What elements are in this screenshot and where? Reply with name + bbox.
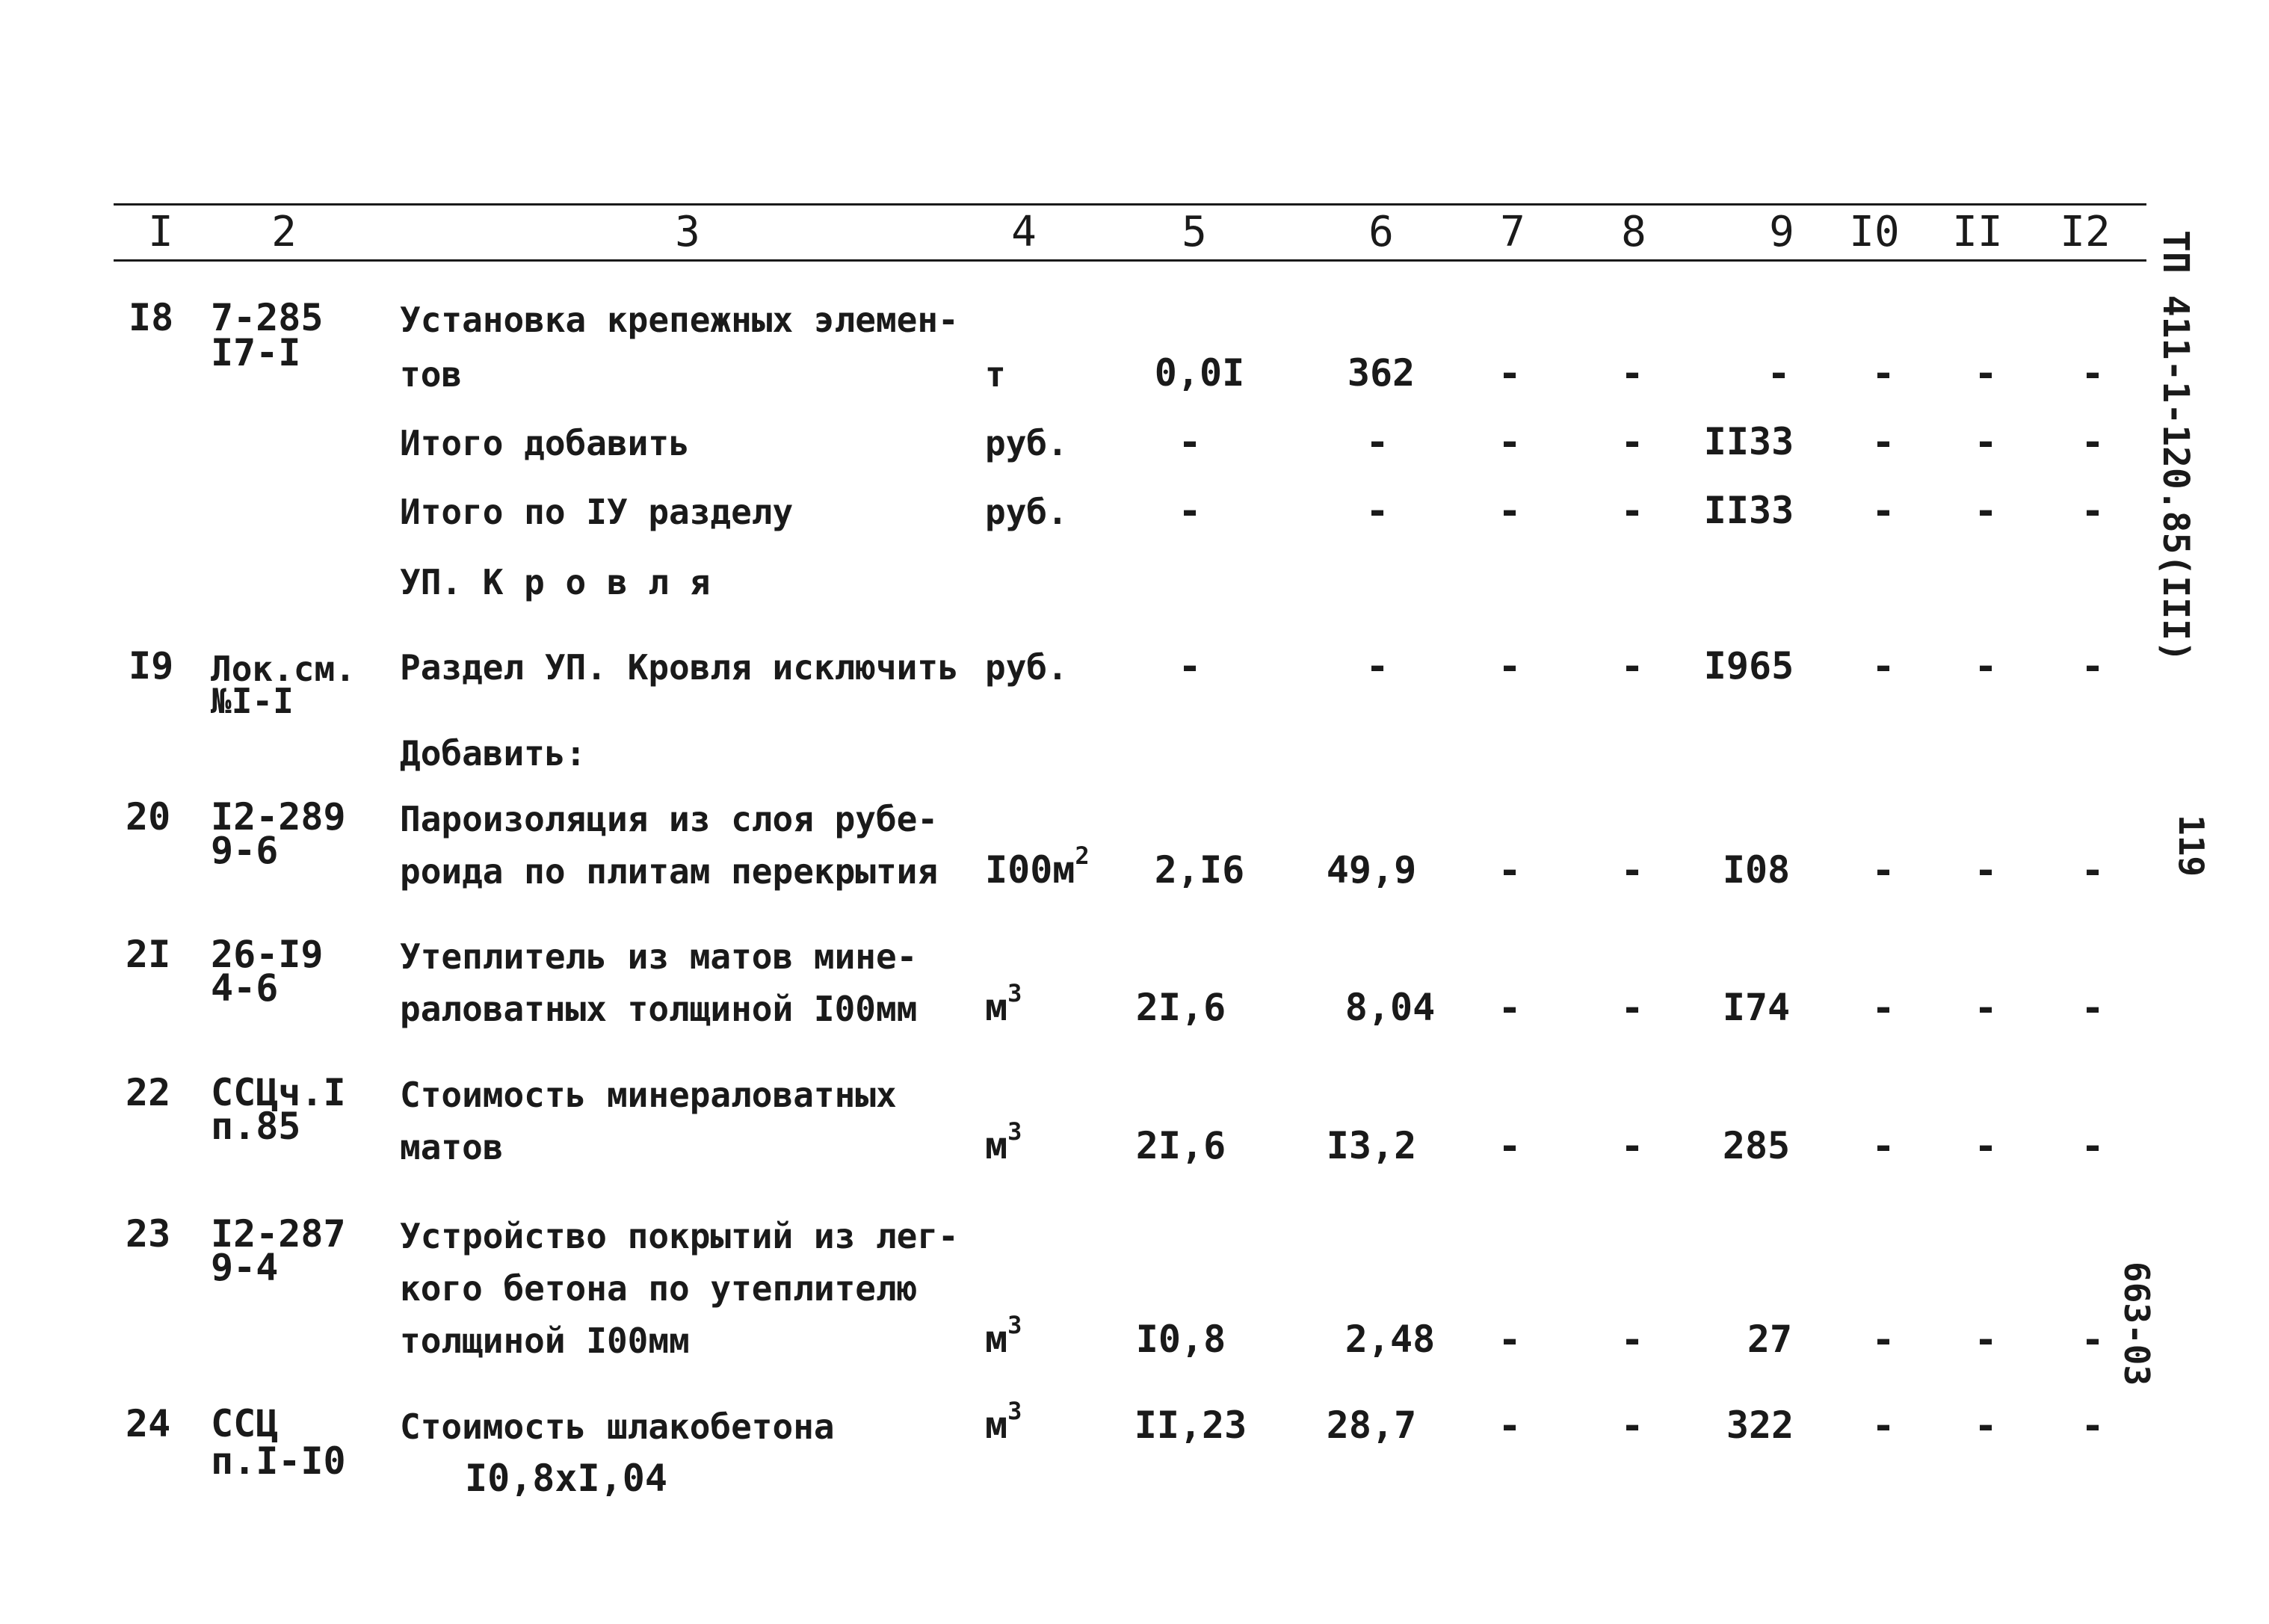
row-num: 20	[126, 795, 171, 839]
row-c11: -	[1974, 1124, 1998, 1169]
row-c9: -	[1767, 351, 1791, 396]
row-c12: -	[2081, 1404, 2105, 1448]
row-c10: -	[1871, 644, 1895, 689]
col-header-10: I0	[1849, 208, 1900, 256]
row-c11: -	[1974, 420, 1998, 465]
row-c8: -	[1620, 351, 1644, 396]
row-code: 4-6	[211, 966, 279, 1010]
row-desc: Раздел УП. Кровля исключить	[400, 647, 959, 688]
subsection-label: Добавить:	[400, 733, 587, 774]
row-unit: руб.	[985, 492, 1068, 532]
row-desc: матов	[400, 1127, 504, 1167]
row-c12: -	[2081, 848, 2105, 893]
row-c12: -	[2081, 489, 2105, 534]
row-desc: Установка крепежных элемен-	[400, 300, 959, 340]
row-c7: -	[1498, 420, 1522, 465]
row-c8: -	[1620, 848, 1644, 893]
row-c6: -	[1365, 644, 1389, 689]
col-header-8: 8	[1621, 208, 1646, 256]
archive-code: 663-03	[2117, 1262, 2157, 1386]
row-desc: Пароизоляция из слоя рубе-	[400, 799, 939, 839]
row-c8: -	[1620, 1124, 1644, 1169]
row-c8: -	[1620, 1404, 1644, 1448]
col-header-4: 4	[1011, 208, 1037, 256]
row-c6: 28,7	[1326, 1404, 1417, 1447]
row-c8: -	[1620, 420, 1644, 465]
row-code: I7-I	[211, 331, 301, 374]
row-c12: -	[2081, 986, 2105, 1031]
row-c7: -	[1498, 351, 1522, 396]
header-bottom-rule	[114, 259, 2146, 262]
row-c6: -	[1365, 489, 1389, 534]
row-c9: I74	[1722, 986, 1791, 1029]
row-c9: II33	[1703, 489, 1794, 532]
col-header-5: 5	[1182, 208, 1207, 256]
col-header-9: 9	[1769, 208, 1794, 256]
doc-code-margin: ТП 411-1-120.85(III)	[2155, 230, 2197, 662]
row-unit: т	[985, 354, 1006, 395]
col-header-3: 3	[675, 208, 700, 256]
row-c11: -	[1974, 986, 1998, 1031]
row-desc: Устройство покрытий из лег-	[400, 1216, 959, 1256]
col-header-2: 2	[271, 208, 297, 256]
row-c5: II,23	[1134, 1404, 1247, 1447]
row-num: 24	[126, 1402, 171, 1445]
row-c7: -	[1498, 644, 1522, 689]
row-code: 7-285	[211, 296, 324, 339]
row-c9: II33	[1703, 420, 1794, 463]
row-c8: -	[1620, 1318, 1644, 1362]
row-c6: 362	[1347, 351, 1416, 395]
row-c7: -	[1498, 1124, 1522, 1169]
row-c5: I0,8	[1135, 1318, 1226, 1361]
row-c9: 27	[1747, 1318, 1793, 1361]
row-c12: -	[2081, 420, 2105, 465]
row-c10: -	[1871, 351, 1895, 396]
col-header-6: 6	[1368, 208, 1394, 256]
row-c6: 8,04	[1345, 986, 1436, 1029]
row-c11: -	[1974, 351, 1998, 396]
row-code: п.85	[211, 1105, 301, 1148]
row-c5: 2I,6	[1135, 986, 1226, 1029]
row-code: 9-4	[211, 1246, 279, 1289]
row-c5: 2I,6	[1135, 1124, 1226, 1167]
row-c5: 2,I6	[1154, 848, 1245, 892]
row-num: 2I	[126, 933, 171, 976]
row-c7: -	[1498, 489, 1522, 534]
row-desc: Утеплитель из матов мине-	[400, 936, 918, 977]
row-c11: -	[1974, 848, 1998, 893]
row-c9: 322	[1726, 1404, 1794, 1447]
row-c5: -	[1178, 644, 1202, 689]
col-header-11: II	[1952, 208, 2003, 256]
row-num: I8	[129, 296, 174, 339]
row-c7: -	[1498, 1404, 1522, 1448]
row-c5: 0,0I	[1154, 351, 1245, 395]
row-c10: -	[1871, 489, 1895, 534]
row-c8: -	[1620, 489, 1644, 534]
row-c10: -	[1871, 986, 1895, 1031]
row-code: I2-287	[211, 1212, 346, 1256]
page-number: 119	[2171, 815, 2211, 877]
row-code: Лок.см.	[211, 649, 356, 689]
row-c5: -	[1178, 420, 1202, 465]
col-header-1: I	[148, 208, 173, 256]
row-num: 23	[126, 1212, 171, 1256]
row-desc: роида по плитам перекрытия	[400, 851, 939, 892]
row-c10: -	[1871, 1318, 1895, 1362]
row-c10: -	[1871, 1124, 1895, 1169]
row-c11: -	[1974, 489, 1998, 534]
row-unit: руб.	[985, 647, 1068, 688]
row-desc: толщиной I00мм	[400, 1321, 690, 1361]
row-desc: раловатных толщиной I00мм	[400, 989, 918, 1029]
row-code: п.I-I0	[211, 1439, 346, 1483]
row-desc: Стоимость минераловатных	[400, 1075, 897, 1115]
row-unit: $м^3$	[985, 1117, 1022, 1167]
row-desc: кого бетона по утеплителю	[400, 1268, 918, 1309]
row-c7: -	[1498, 986, 1522, 1031]
row-c11: -	[1974, 1404, 1998, 1448]
row-c9: 285	[1722, 1124, 1791, 1167]
row-num: I9	[129, 644, 174, 688]
col-header-12: I2	[2060, 208, 2111, 256]
row-c6: I3,2	[1326, 1124, 1417, 1167]
row-code: 9-6	[211, 829, 279, 872]
section-title: УП. К р о в л я	[400, 562, 711, 602]
row-c12: -	[2081, 1124, 2105, 1169]
row-c9: I08	[1722, 848, 1791, 892]
col-header-7: 7	[1500, 208, 1525, 256]
row-c12: -	[2081, 644, 2105, 689]
row-desc: Стоимость шлакобетона	[400, 1407, 835, 1447]
row-c7: -	[1498, 848, 1522, 893]
row-c9: I965	[1703, 644, 1794, 688]
row-desc: тов	[400, 354, 463, 395]
row-unit: $м^3$	[985, 1311, 1022, 1361]
row-c7: -	[1498, 1318, 1522, 1362]
row-code: №I-I	[211, 681, 294, 721]
row-c11: -	[1974, 644, 1998, 689]
row-desc: I0,8хI,04	[465, 1457, 667, 1500]
row-unit: $м^3$	[985, 979, 1022, 1029]
row-c10: -	[1871, 848, 1895, 893]
row-c10: -	[1871, 1404, 1895, 1448]
table-top-rule	[114, 203, 2146, 206]
row-c10: -	[1871, 420, 1895, 465]
row-c5: -	[1178, 489, 1202, 534]
row-c12: -	[2081, 1318, 2105, 1362]
row-c12: -	[2081, 351, 2105, 396]
row-unit: $I00м^2$	[985, 842, 1090, 892]
row-unit: $м^3$	[985, 1397, 1022, 1447]
row-c8: -	[1620, 644, 1644, 689]
row-code: 26-I9	[211, 933, 324, 976]
row-code: I2-289	[211, 795, 346, 839]
row-c6: 49,9	[1326, 848, 1417, 892]
row-desc: Итого добавить	[400, 423, 690, 463]
row-code: ССЦ	[211, 1402, 279, 1445]
row-code: ССЦч.I	[211, 1071, 346, 1114]
row-num: 22	[126, 1071, 171, 1114]
row-c8: -	[1620, 986, 1644, 1031]
row-unit: руб.	[985, 423, 1068, 463]
row-c6: 2,48	[1345, 1318, 1436, 1361]
row-c6: -	[1365, 420, 1389, 465]
row-desc: Итого по IУ разделу	[400, 492, 794, 532]
row-c11: -	[1974, 1318, 1998, 1362]
